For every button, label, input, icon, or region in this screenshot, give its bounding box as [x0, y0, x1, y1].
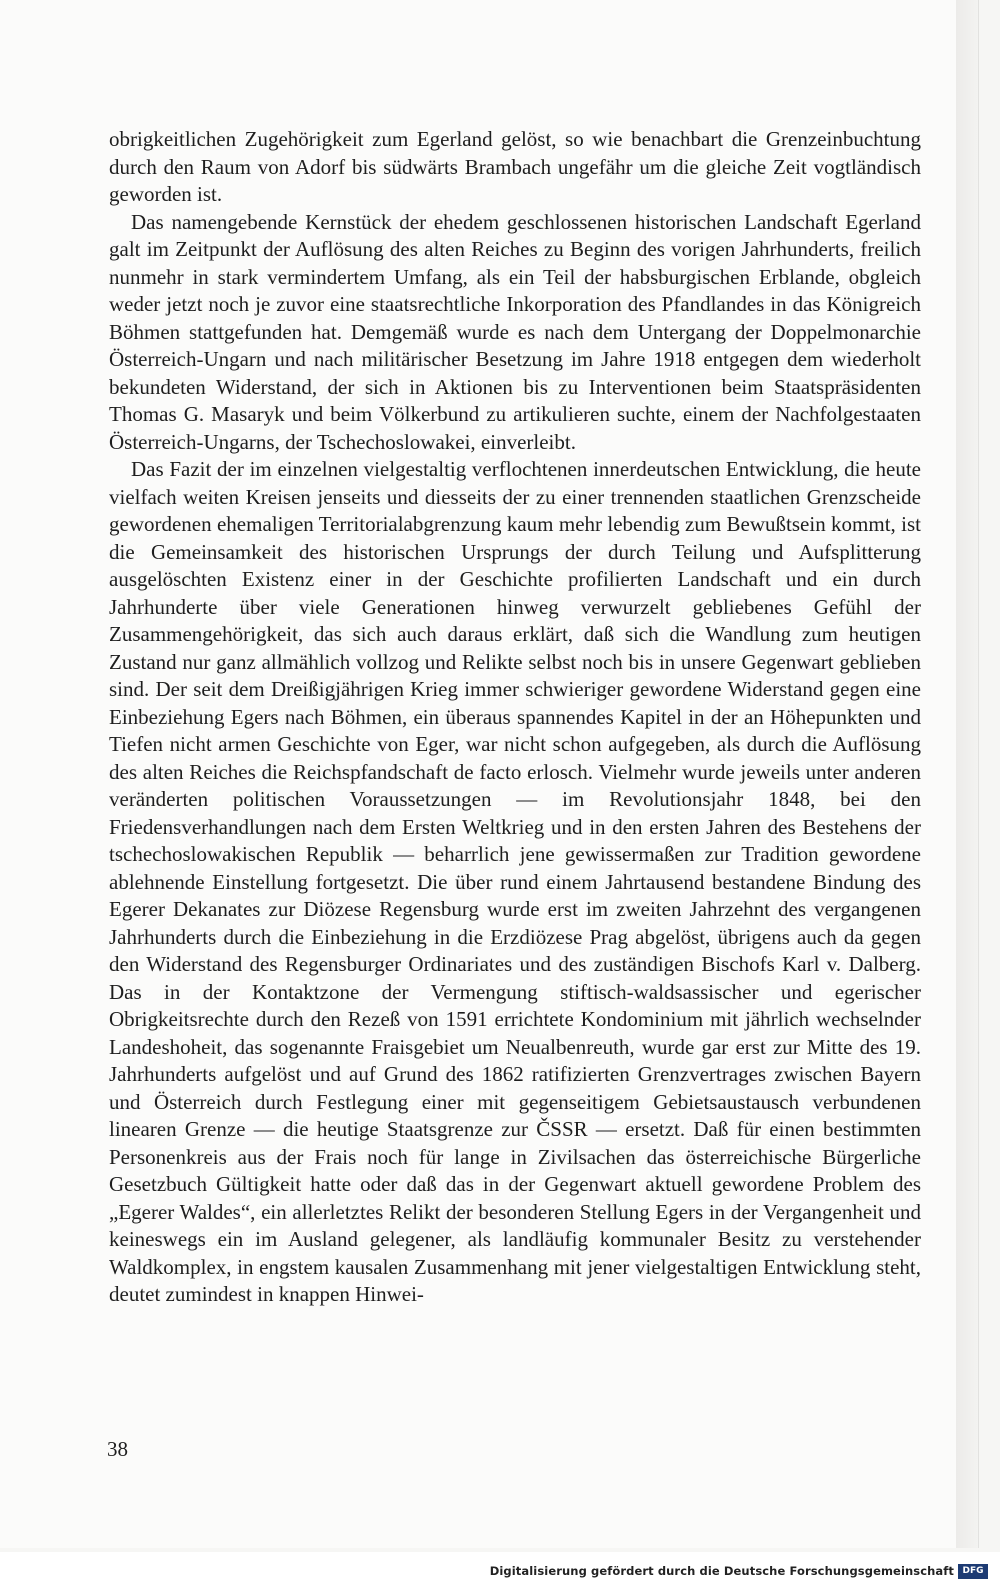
- page-gutter-shadow: [956, 0, 978, 1548]
- funding-notice: Digitalisierung gefördert durch die Deutsche Forschungsgemeinschaft: [489, 1564, 954, 1578]
- footer-bar: [0, 1552, 1000, 1586]
- body-text: [109, 126, 921, 1309]
- paragraph-2: Das namengebende Kernstück der ehedem geschlossenen historischen Landschaft Egerland galt im Zeitpunkt der Auflösung des alten Reiches zu Beginn des vorigen Jahrhunderts, freilich nunmehr in stark vermindertem Umfang, als ein Teil der habsburgischen Erblande, obgleich weder jetzt noch je zuvor eine staatsrechtliche Inkorporation des Pfandlandes in das Königreich Böhmen stattgefunden hat. Demgemäß wurde es nach dem Untergang der Doppelmonarchie Österreich-Ungarn und nach militärischer Besetzung im Jahre 1918 entgegen dem wiederholt bekundeten Widerstand, der sich in Aktionen bis zu Interventionen beim Staatspräsidenten Thomas G. Masaryk und beim Völkerbund zu artikulieren suchte, einem der Nachfolgestaaten Österreich-Ungarns, der Tschechoslowakei, einverleibt.: [109, 209, 921, 454]
- paragraph-3: Das Fazit der im einzelnen vielgestaltig verflochtenen innerdeutschen Entwicklung, die heute vielfach weiten Kreisen jenseits und diesseits der zu einer trennenden staatlichen Grenzscheide gewordenen ehemaligen Territorialabgrenzung kaum mehr lebendig zum Bewußtsein kommt, ist die Gemeinsamkeit des historischen Ursprungs der durch Teilung und Aufsplitterung ausgelöschten Existenz einer in der Geschichte profilierten Landschaft und ein durch Jahrhunderte über viele Generationen hinweg verwurzelt gebliebenes Gefühl der Zusammengehörigkeit, das sich auch daraus erklärt, daß sich die Wandlung zum heutigen Zustand nur ganz allmählich vollzog und Relikte selbst noch bis in unsere Gegenwart geblieben sind. Der seit dem Dreißigjährigen Krieg immer schwieriger gewordene Widerstand gegen eine Einbeziehung Egers nach Böhmen, ein überaus spannendes Kapitel in der an Höhepunkten und Tiefen nicht armen Geschichte von Eger, war nicht schon aufgegeben, als durch die Auflösung des alten Reiches die Reichspfandschaft de facto erlosch. Vielmehr wurde jeweils unter anderen veränderten politischen Voraussetzungen — im Revolutionsjahr 1848, bei den Friedensverhandlungen nach dem Ersten Weltkrieg und in den ersten Jahren des Bestehens der tschechoslowakischen Republik — beharrlich jene gewissermaßen zur Tradition gewordene ablehnende Einstellung fortgesetzt. Die über rund einem Jahrtausend bestandene Bindung des Egerer Dekanates zur Diözese Regensburg wurde erst im zweiten Jahrzehnt des vergangenen Jahrhunderts durch die Einbeziehung in die Erzdiözese Prag abgelöst, übrigens auch da gegen den Widerstand des Regensburger Ordinariates und des zuständigen Bischofs Karl v. Dalberg. Das in der Kontaktzone der Vermengung stiftisch-waldsassischer und egerischer Obrigkeitsrechte durch den Rezeß von 1591 errichtete Kondominium mit jährlich wechselnder Landeshoheit, das sogenannte Fraisgebiet um Neualbenreuth, wurde gar erst zur Mitte des 19. Jahrhunderts aufgelöst und auf Grund des 1862 ratifizierten Grenzvertrages zwischen Bayern und Österreich durch Festlegung einer mit gegenseitigem Gebietsaustausch verbundenen linearen Grenze — die heutige Staatsgrenze zur ČSSR — ersetzt. Daß für einen bestimmten Personenkreis aus der Frais noch für lange in Zivilsachen das österreichische Bürgerliche Gesetzbuch Gültigkeit hatte oder daß das in der Gegenwart aktuell gewordene Problem des „Egerer Waldes“, ein allerletztes Relikt der besonderen Stellung Egers in der Vergangenheit und keineswegs ein im Ausland gelegener, als landläufig kommunaler Besitz zu verstehender Waldkomplex, in engstem kausalen Zusammenhang mit jener vielgestaltigen Entwicklung steht, deutet zumindest in knappen Hinwei-: [109, 457, 921, 1306]
- paragraph-1: obrigkeitlichen Zugehörigkeit zum Egerland gelöst, so wie benachbart die Grenzeinbuchtung durch den Raum von Adorf bis südwärts Brambach ungefähr um die gleiche Zeit vogtländisch geworden ist.: [109, 127, 921, 206]
- page-number: 38: [107, 1437, 128, 1461]
- dfg-logo-icon: DFG: [958, 1564, 988, 1579]
